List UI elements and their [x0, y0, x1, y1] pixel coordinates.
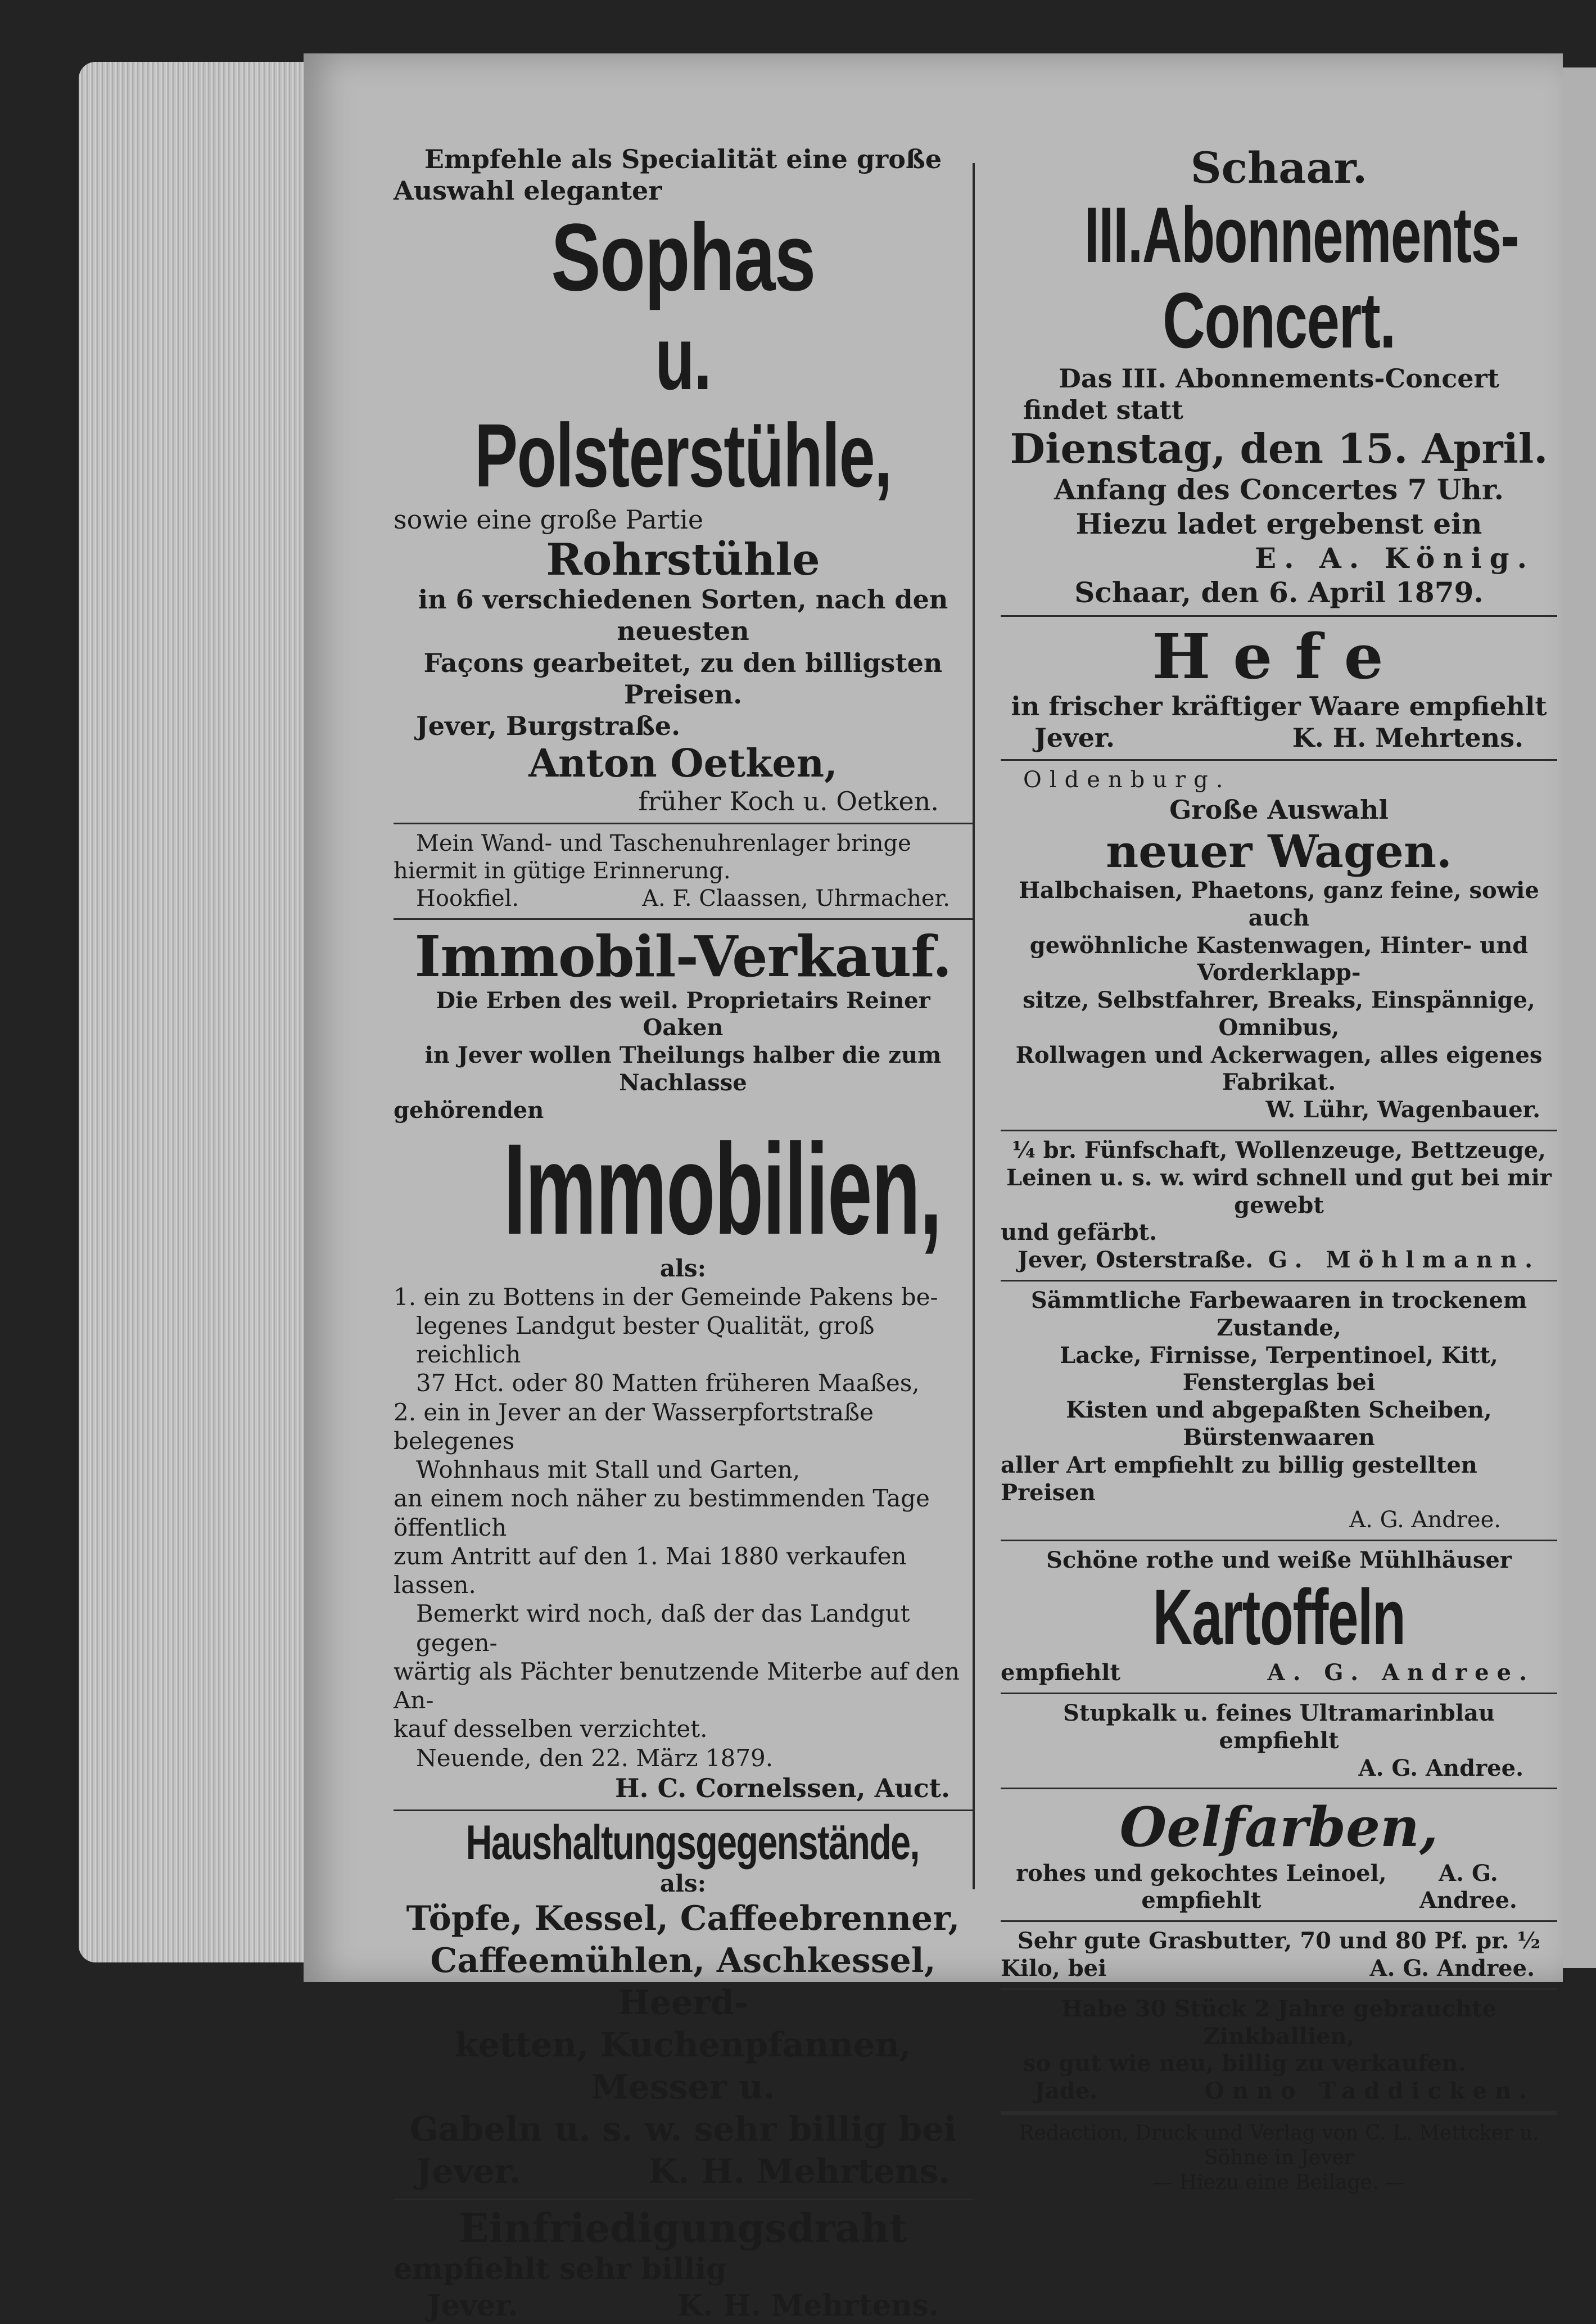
potatoes-line-1: Schöne rothe und weiße Mühlhäuser — [1046, 1547, 1512, 1574]
ad-butter — [1001, 1928, 1557, 1983]
right-column — [1001, 143, 1557, 2195]
imprint-line-1: Redaction, Druck und Verlag von C. L. Mettcker u. Söhne in Jever — [1019, 2121, 1539, 2169]
separator — [1001, 1788, 1557, 1789]
estate-note-2: wärtig als Pächter benutzende Miterbe auf den An- — [394, 1657, 960, 1714]
separator — [394, 918, 973, 920]
separator — [1001, 759, 1557, 761]
next-page-edge — [1563, 67, 1596, 1968]
ad-household — [394, 1817, 973, 2193]
barrels-line-2: so gut wie neu, billig zu verkaufen. — [1023, 2050, 1466, 2077]
concert-invite: Hiezu ladet ergebenst ein — [1075, 507, 1482, 540]
household-title: Haushaltungsgegenstände, — [465, 1815, 919, 1870]
separator — [394, 2199, 973, 2200]
ad-oil — [1001, 1795, 1557, 1915]
separator — [394, 823, 973, 824]
watch-line-2: hiermit in gütige Erinnerung. — [394, 858, 731, 884]
watch-name: A. F. Claassen, Uhrmacher. — [642, 885, 950, 911]
lime-name: A. G. Andree. — [1358, 1754, 1523, 1781]
household-place: Jever. — [416, 2151, 521, 2191]
paints-name: A. G. Andree. — [1349, 1507, 1501, 1533]
wagons-body-1: Halbchaisen, Phaetons, ganz feine, sowie auch — [1019, 877, 1539, 931]
ad-watches — [394, 830, 973, 912]
concert-title-1: III.Abonnements- — [1084, 191, 1519, 279]
lime-line-1: Stupkalk u. feines Ultramarinblau empfiehlt — [1063, 1700, 1495, 1754]
separator — [1001, 615, 1557, 617]
household-line-2: Caffeemühlen, Aschkessel, Heerd- — [430, 1941, 936, 2023]
wagons-body-2: gewöhnliche Kastenwagen, Hinter- und Vorderklapp- — [1029, 932, 1529, 986]
household-line-4: Gabeln u. s. w. sehr billig bei — [409, 2109, 957, 2149]
textile-line-2: Leinen u. s. w. wird schnell und gut bei mir gewebt — [1006, 1164, 1552, 1219]
ad-lime — [1001, 1700, 1557, 1782]
wagons-body-4: Rollwagen und Ackerwagen, alles eigenes Fabrikat. — [1015, 1041, 1543, 1096]
ad-potatoes — [1001, 1547, 1557, 1687]
wagons-line-1: Große Auswahl — [1169, 794, 1389, 825]
textile-line-1: ¼ br. Fünfschaft, Wollenzeuge, Bettzeuge, — [1012, 1137, 1546, 1164]
separator — [1001, 1693, 1557, 1694]
column-divider — [973, 163, 975, 1889]
sophas-title-1: Sophas — [551, 204, 815, 312]
estate-als: als: — [659, 1254, 707, 1282]
sophas-body-2: Façons gearbeitet, zu den billigsten Preisen. — [423, 647, 943, 710]
hefe-name: K. H. Mehrtens. — [1292, 722, 1523, 753]
sophas-formerly: früher Koch u. Oetken. — [638, 786, 939, 817]
separator — [1001, 1130, 1557, 1131]
sophas-body-1: in 6 verschiedenen Sorten, nach den neuesten — [418, 584, 948, 647]
wire-line-1: empfiehlt sehr billig — [394, 2252, 727, 2287]
separator — [394, 1809, 973, 1811]
household-name: K. H. Mehrtens. — [648, 2151, 950, 2191]
concert-place-head: Schaar. — [1190, 143, 1368, 193]
sophas-line-3: sowie eine große Partie — [394, 504, 704, 535]
ad-barrels — [1001, 1996, 1557, 2105]
textile-line-3: und gefärbt. — [1001, 1219, 1158, 1246]
wire-name: K. H. Mehrtens. — [677, 2289, 939, 2323]
separator — [1001, 1988, 1557, 1990]
estate-note-1: Bemerkt wird noch, daß der das Landgut gegen- — [416, 1600, 910, 1657]
ad-textile — [1001, 1137, 1557, 1274]
concert-start: Anfang des Concertes 7 Uhr. — [1054, 472, 1504, 506]
barrels-place: Jade. — [1034, 2078, 1098, 2105]
estate-item-2b: Wohnhaus mit Stall und Garten, — [416, 1456, 801, 1484]
butter-name: A. G. Andree. — [1369, 1955, 1535, 1982]
ad-estate — [394, 923, 973, 1804]
estate-big-title: Immobilien, — [503, 1116, 942, 1261]
ad-concert — [1001, 143, 1557, 610]
wire-title: Einfriedigungsdraht — [459, 2204, 907, 2251]
estate-body-1: Die Erben des weil. Proprietairs Reiner Oaken — [436, 987, 930, 1041]
ad-sophas — [394, 143, 973, 817]
oil-name: A. G. Andree. — [1419, 1860, 1517, 1914]
wagons-name: W. Lühr, Wagenbauer. — [1265, 1096, 1540, 1123]
watch-line-1: Mein Wand- und Taschenuhrenlager bringe — [416, 831, 911, 857]
separator — [1001, 1920, 1557, 1922]
estate-note-3: kauf desselben verzichtet. — [394, 1715, 708, 1743]
household-als: als: — [659, 1869, 707, 1897]
paints-line-2: Lacke, Firnisse, Terpentinoel, Kitt, Fensterglas bei — [1060, 1342, 1498, 1396]
hefe-title: Hefe — [1152, 620, 1406, 693]
imprint-separator — [1001, 2111, 1557, 2115]
household-line-3: ketten, Kuchenpfannen, Messer u. — [455, 2025, 911, 2107]
separator — [1001, 1280, 1557, 1281]
oil-title: Oelfarben, — [1119, 1795, 1439, 1860]
estate-body-2: in Jever wollen Theilungs halber die zum Nachlasse — [424, 1042, 942, 1096]
estate-item-1a: 1. ein zu Bottens in der Gemeinde Pakens be- — [394, 1283, 938, 1311]
sophas-title-2: u. Polsterstühle, — [474, 307, 892, 506]
separator — [1001, 1540, 1557, 1541]
paints-line-4: aller Art empfiehlt zu billig gestellten Preisen — [1001, 1451, 1477, 1506]
concert-date: Dienstag, den 15. April. — [1010, 424, 1548, 472]
wagons-title: neuer Wagen. — [1106, 824, 1452, 878]
estate-date: Neuende, den 22. März 1879. — [416, 1744, 774, 1772]
sophas-place: Jever, Burgstraße. — [416, 710, 681, 741]
estate-body-5: zum Antritt auf den 1. Mai 1880 verkaufen lassen. — [394, 1542, 907, 1599]
paints-line-1: Sämmtliche Farbewaaren in trockenem Zustande, — [1030, 1287, 1527, 1341]
wagons-town: Oldenburg. — [1023, 767, 1231, 793]
barrels-name: Onno Taddicken. — [1204, 2078, 1535, 2105]
sophas-title-3: Rohrstühle — [546, 534, 820, 585]
estate-item-1b: legenes Landgut bester Qualität, groß reichlich — [416, 1312, 875, 1369]
concert-name: E. A. König. — [1255, 541, 1535, 575]
sophas-intro-1: Empfehle als Specialität eine große — [424, 144, 942, 174]
textile-name: G. Möhlmann. — [1268, 1247, 1540, 1274]
concert-body-1: Das III. Abonnements-Concert — [1059, 363, 1499, 394]
potatoes-line-2: empfiehlt — [1001, 1659, 1121, 1686]
ad-wire — [394, 2206, 973, 2324]
barrels-line-1: Habe 30 Stück 2 Jahre gebrauchte Zinkballien, — [1061, 1995, 1497, 2050]
sophas-intro-2: Auswahl eleganter — [394, 175, 662, 206]
wagons-body-3: sitze, Selbstfahrer, Breaks, Einspännige, Omnibus, — [1023, 987, 1535, 1041]
potatoes-name: A. G. Andree. — [1267, 1659, 1535, 1686]
paints-line-3: Kisten und abgepaßten Scheiben, Bürstenwaaren — [1066, 1397, 1492, 1451]
concert-body-2: findet statt — [1023, 394, 1184, 425]
butter-line-1: Sehr gute Grasbutter, 70 und 80 Pf. pr. ½ — [1017, 1928, 1541, 1955]
estate-body-4: an einem noch näher zu bestimmenden Tage öffentlich — [394, 1484, 930, 1541]
sophas-name: Anton Oetken, — [528, 741, 838, 786]
textile-place: Jever, Osterstraße. — [1018, 1247, 1254, 1274]
imprint — [1001, 2121, 1557, 2195]
book-page-edges — [79, 62, 315, 1962]
hefe-line-1: in frischer kräftiger Waare empfiehlt — [1011, 691, 1547, 721]
watch-place: Hookfiel. — [416, 885, 519, 911]
concert-title-2: Concert. — [1163, 276, 1395, 364]
estate-name: H. C. Cornelssen, Auct. — [615, 1772, 950, 1803]
ad-hefe — [1001, 622, 1557, 753]
estate-item-2a: 2. ein in Jever an der Wasserpfortstraße belegenes — [394, 1398, 874, 1455]
estate-item-1c: 37 Hct. oder 80 Matten früheren Maaßes, — [416, 1369, 920, 1397]
ad-paints — [1001, 1287, 1557, 1534]
butter-line-2: Kilo, bei — [1001, 1955, 1107, 1982]
hefe-place: Jever. — [1034, 722, 1115, 753]
imprint-line-2: — Hiezu eine Beilage. — — [1152, 2170, 1405, 2194]
wire-place: Jever. — [427, 2289, 518, 2323]
ad-wagons — [1001, 766, 1557, 1124]
estate-body-3: gehörenden — [394, 1096, 544, 1123]
estate-title: Immobil-Verkauf. — [414, 923, 952, 990]
left-column — [394, 143, 973, 2324]
concert-sign: Schaar, den 6. April 1879. — [1074, 575, 1484, 609]
oil-line-1: rohes und gekochtes Leinoel, empfiehlt — [1016, 1860, 1387, 1914]
household-line-1: Töpfe, Kessel, Caffeebrenner, — [406, 1898, 960, 1938]
potatoes-title: Kartoffeln — [1152, 1573, 1405, 1662]
